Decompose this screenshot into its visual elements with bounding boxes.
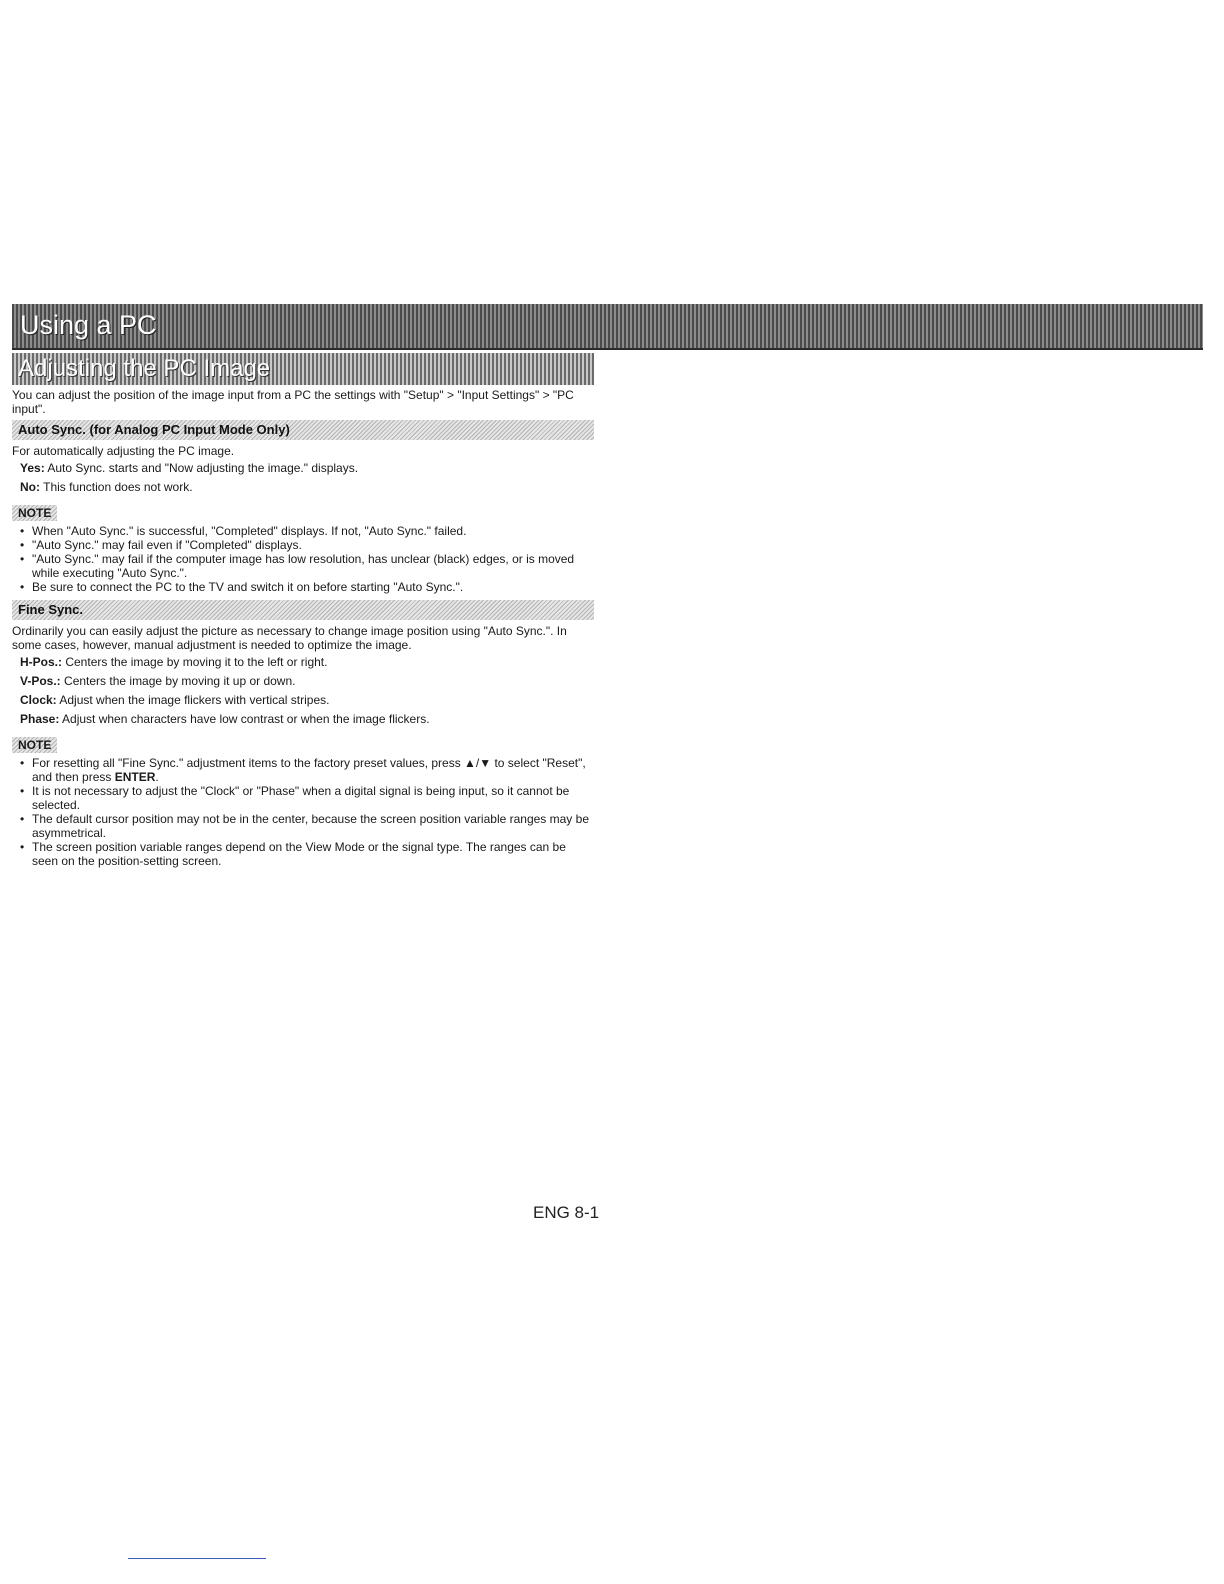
auto-sync-option-yes (20, 461, 594, 475)
note-text-end: . (155, 770, 159, 784)
option-text: Adjust when characters have low contrast or when the image flickers. (62, 712, 430, 726)
intro-paragraph: You can adjust the position of the image input from a PC the settings with "Setup" > "Input Settings" > "PC input". (12, 388, 574, 416)
note-item: • When "Auto Sync." is successful, "Completed" displays. If not, "Auto Sync." failed. (12, 524, 594, 538)
note-item: • "Auto Sync." may fail even if "Completed" displays. (12, 538, 594, 552)
fine-sync-option-phase (20, 712, 594, 726)
option-term: Phase: (20, 712, 60, 726)
fine-sync-option-hpos (20, 655, 594, 669)
note-text: For resetting all "Fine Sync." adjustment items to the factory preset values, press ▲/▼ to select "Reset", and then press (32, 756, 586, 784)
chapter-banner (12, 304, 1203, 350)
note-label: NOTE (12, 737, 57, 753)
option-text: Auto Sync. starts and "Now adjusting the image." displays. (47, 461, 359, 475)
option-term: Yes: (20, 461, 45, 475)
page-number: ENG 8-1 (533, 1203, 600, 1222)
note-label: NOTE (12, 505, 57, 521)
note-item: • Be sure to connect the PC to the TV and switch it on before starting "Auto Sync.". (12, 580, 594, 594)
option-text: This function does not work. (43, 480, 193, 494)
option-term: V-Pos.: (20, 674, 61, 688)
fine-sync-description: Ordinarily you can easily adjust the picture as necessary to change image position using "Auto Sync.". In some cases, however, manual adjustment is needed to optimize the image. (12, 624, 567, 652)
auto-sync-notes (12, 524, 594, 594)
note-item: • The screen position variable ranges depend on the View Mode or the signal type. The ranges can be seen on the position-setting screen. (12, 840, 594, 868)
fine-sync-notes (12, 756, 594, 868)
note-item: • The default cursor position may not be in the center, because the screen position variable ranges may be asymmetrical. (12, 812, 594, 840)
auto-sync-heading: Auto Sync. (for Analog PC Input Mode Only) (12, 420, 594, 440)
option-term: No: (20, 480, 40, 494)
fine-sync-option-clock (20, 693, 594, 707)
auto-sync-description: For automatically adjusting the PC image. (12, 444, 235, 458)
chapter-title: Using a PC (20, 310, 157, 340)
option-text: Centers the image by moving it up or down. (64, 674, 296, 688)
section-banner (12, 353, 594, 385)
option-term: H-Pos.: (20, 655, 62, 669)
auto-sync-option-no (20, 480, 594, 494)
footer-rule (128, 1558, 266, 1559)
fine-sync-heading: Fine Sync. (12, 600, 594, 620)
option-text: Adjust when the image flickers with vertical stripes. (59, 693, 330, 707)
main-content (12, 388, 594, 874)
enter-key-label: ENTER (114, 770, 156, 784)
option-term: Clock: (20, 693, 57, 707)
section-title: Adjusting the PC Image (18, 355, 271, 382)
note-item: • It is not necessary to adjust the "Clock" or "Phase" when a digital signal is being input, so it cannot be selected. (12, 784, 594, 812)
option-text: Centers the image by moving it to the left or right. (65, 655, 328, 669)
note-item: • "Auto Sync." may fail if the computer image has low resolution, has unclear (black) edges, or is moved while executing "Auto Sync.". (12, 552, 594, 580)
fine-sync-option-vpos (20, 674, 594, 688)
note-item (12, 756, 594, 784)
